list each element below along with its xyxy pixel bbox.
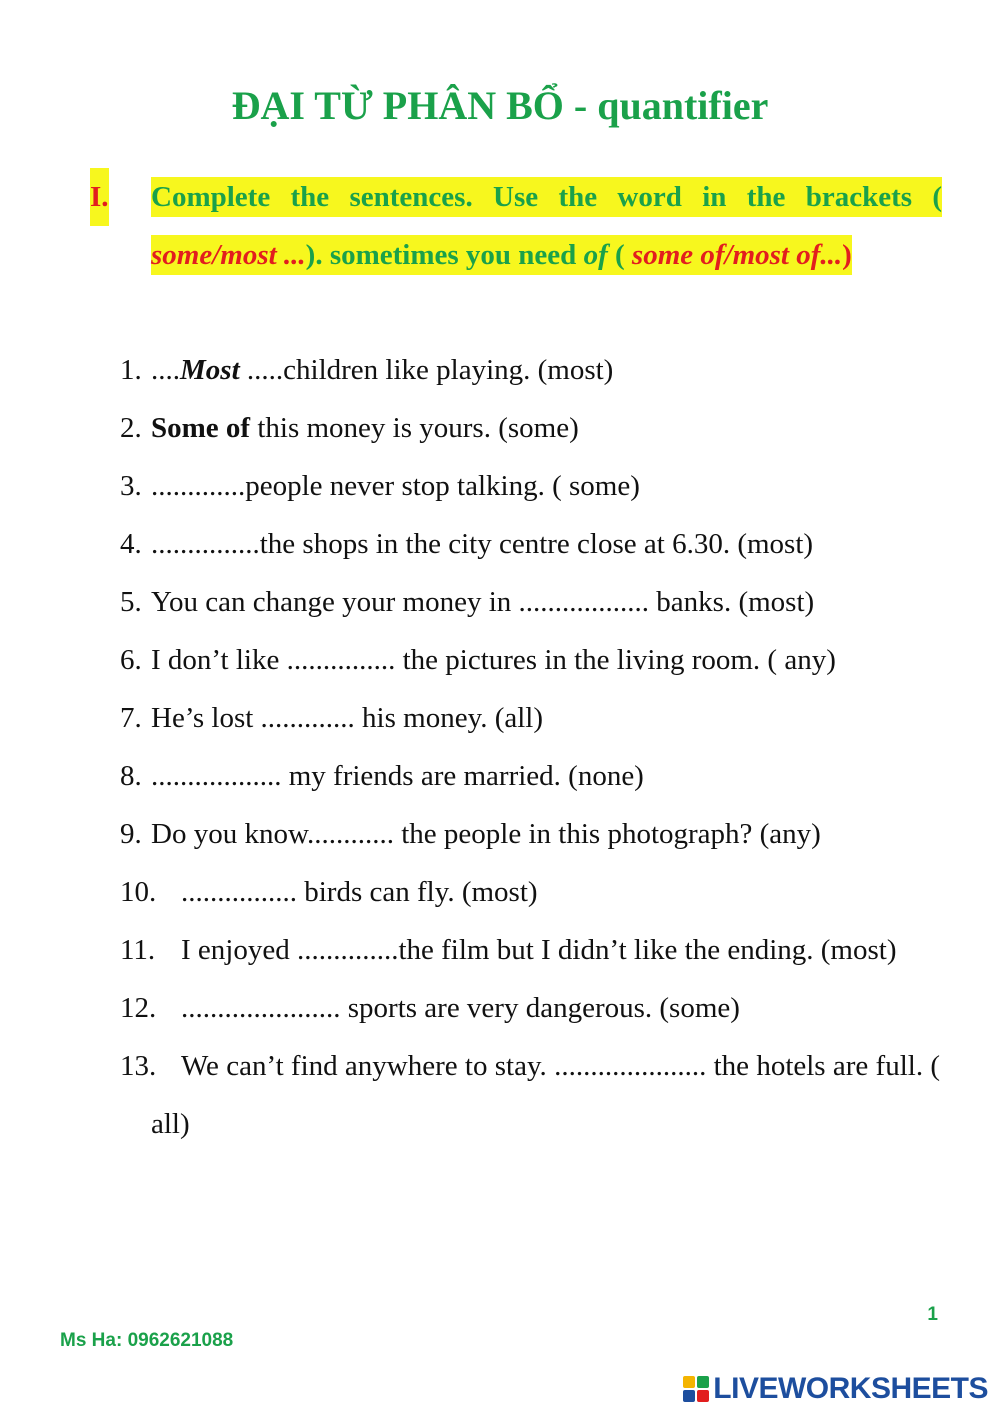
instruction-example1: some/most ... xyxy=(151,239,306,271)
page-number: 1 xyxy=(927,1304,938,1325)
list-item xyxy=(120,1037,940,1153)
liveworksheets-logo[interactable] xyxy=(683,1372,988,1406)
item-number: 9. xyxy=(120,818,142,850)
item-text: ...................... sports are very dangerous. (some) xyxy=(181,992,740,1024)
section-instruction xyxy=(90,168,942,284)
logo-text: LIVEWORKSHEETS xyxy=(713,1372,988,1405)
list-item xyxy=(120,689,940,747)
item-text: .....children like playing. (most) xyxy=(239,354,614,386)
item-number: 8. xyxy=(120,760,142,792)
item-text: We can’t find anywhere to stay. ..................... the hotels are full. ( all) xyxy=(151,1050,940,1140)
exercise-list xyxy=(120,341,940,1153)
item-pre: .... xyxy=(151,354,180,386)
page-title: ĐẠI TỪ PHÂN BỔ - quantifier xyxy=(231,83,769,128)
item-number: 5. xyxy=(120,586,142,618)
item-number: 11. xyxy=(120,934,156,966)
list-item xyxy=(120,457,940,515)
list-item xyxy=(120,863,940,921)
item-text: ...............the shops in the city centre close at 6.30. (most) xyxy=(151,528,814,560)
section-number: I. xyxy=(90,168,109,226)
instruction-example2: some of/most of... xyxy=(631,239,843,271)
list-item xyxy=(120,515,940,573)
list-item xyxy=(120,805,940,863)
author-contact: Ms Ha: 0962621088 xyxy=(60,1330,234,1351)
list-item xyxy=(120,399,940,457)
item-number: 7. xyxy=(120,702,142,734)
item-text: ................ birds can fly. (most) xyxy=(181,876,538,908)
item-number: 2. xyxy=(120,412,142,444)
list-item xyxy=(120,631,940,689)
item-text: Do you know............ the people in this photograph? (any) xyxy=(151,818,821,850)
instruction-close: ) xyxy=(842,239,852,271)
instruction-of: of xyxy=(583,239,608,271)
instruction-part3: ( xyxy=(614,239,625,271)
item-number: 10. xyxy=(120,876,157,908)
item-text: .............people never stop talking. ( some) xyxy=(151,470,640,502)
instruction-part2: ). sometimes you need xyxy=(305,239,577,271)
item-number: 6. xyxy=(120,644,142,676)
item-text: You can change your money in .................. banks. (most) xyxy=(151,586,815,618)
item-number: 12. xyxy=(120,992,157,1024)
list-item xyxy=(120,921,940,979)
item-number: 4. xyxy=(120,528,142,560)
item-text: I don’t like ............... the pictures in the living room. ( any) xyxy=(151,644,836,676)
item-number: 3. xyxy=(120,470,142,502)
list-item xyxy=(120,747,940,805)
item-answer: Some of xyxy=(151,412,251,444)
item-text: .................. my friends are married. (none) xyxy=(151,760,644,792)
liveworksheets-logo-icon xyxy=(683,1376,709,1402)
instruction-text xyxy=(151,168,942,284)
item-text: I enjoyed ..............the film but I didn’t like the ending. (most) xyxy=(181,934,897,966)
item-text: He’s lost ............. his money. (all) xyxy=(151,702,543,734)
list-item xyxy=(120,979,940,1037)
item-number: 13. xyxy=(120,1050,157,1082)
item-answer: Most xyxy=(180,354,240,386)
item-number: 1. xyxy=(120,354,142,386)
instruction-part1: Complete the sentences. Use the word in the brackets ( xyxy=(151,181,942,213)
list-item xyxy=(120,341,940,399)
list-item xyxy=(120,573,940,631)
item-text: this money is yours. (some) xyxy=(250,412,579,444)
